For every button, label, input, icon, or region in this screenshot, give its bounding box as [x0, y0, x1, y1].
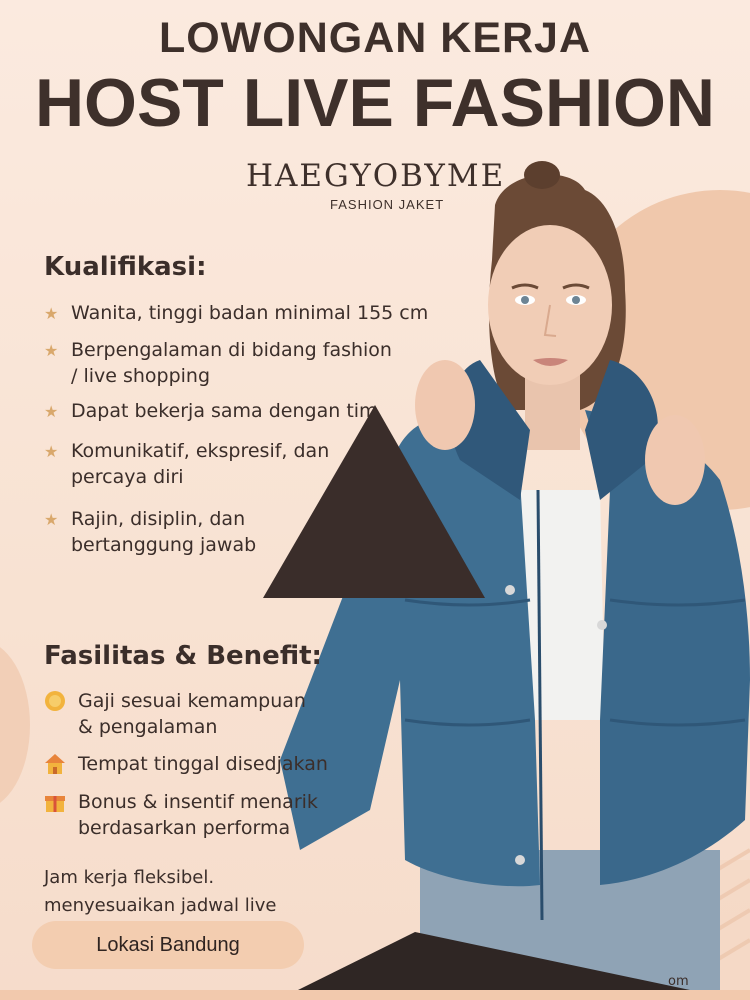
star-icon: ★ — [44, 304, 59, 323]
bottom-stripe — [0, 990, 750, 1000]
brand-name: HAEGYOBYME — [246, 158, 506, 194]
brand-subtitle: FASHION JAKET — [330, 197, 445, 212]
star-icon: ★ — [44, 510, 59, 529]
benefits-heading: Fasilitas & Benefit: — [44, 641, 322, 671]
qualification-item: ★ Wanita, tinggi badan minimal 155 cm — [44, 300, 464, 326]
qualifications-heading: Kualifikasi: — [44, 252, 207, 282]
star-icon: ★ — [44, 341, 59, 360]
location-label: Lokasi Bandung — [96, 933, 240, 956]
headline-line2: HOST LIVE FASHION — [34, 65, 716, 141]
qualification-item: ★ Berpengalaman di bidang fashion / live shopping — [44, 339, 392, 387]
benefit-item: Gaji sesuai kemampuan & pengalaman — [44, 688, 364, 740]
benefit-item: Tempat tinggal disedjakan — [44, 751, 364, 777]
qualification-item: ★ Rajin, disiplin, dan bertanggung jawab — [44, 508, 257, 556]
footer-text: om — [668, 974, 689, 989]
location-badge — [32, 921, 304, 969]
benefit-item: Bonus & insentif menarik berdasarkan performa — [44, 789, 364, 841]
qualification-item: ★ Dapat bekerja sama dengan tim — [44, 398, 464, 424]
qualification-item: ★ Komunikatif, ekspresif, dan percaya diri — [44, 440, 330, 488]
work-hours-text: Jam kerja fleksibel. menyesuaikan jadwal live — [44, 867, 277, 916]
gift-icon — [44, 791, 66, 813]
headline-line1: LOWONGAN KERJA — [158, 14, 592, 62]
coin-icon — [44, 690, 66, 712]
house-icon — [44, 753, 66, 775]
star-icon: ★ — [44, 402, 59, 421]
star-icon: ★ — [44, 442, 59, 461]
